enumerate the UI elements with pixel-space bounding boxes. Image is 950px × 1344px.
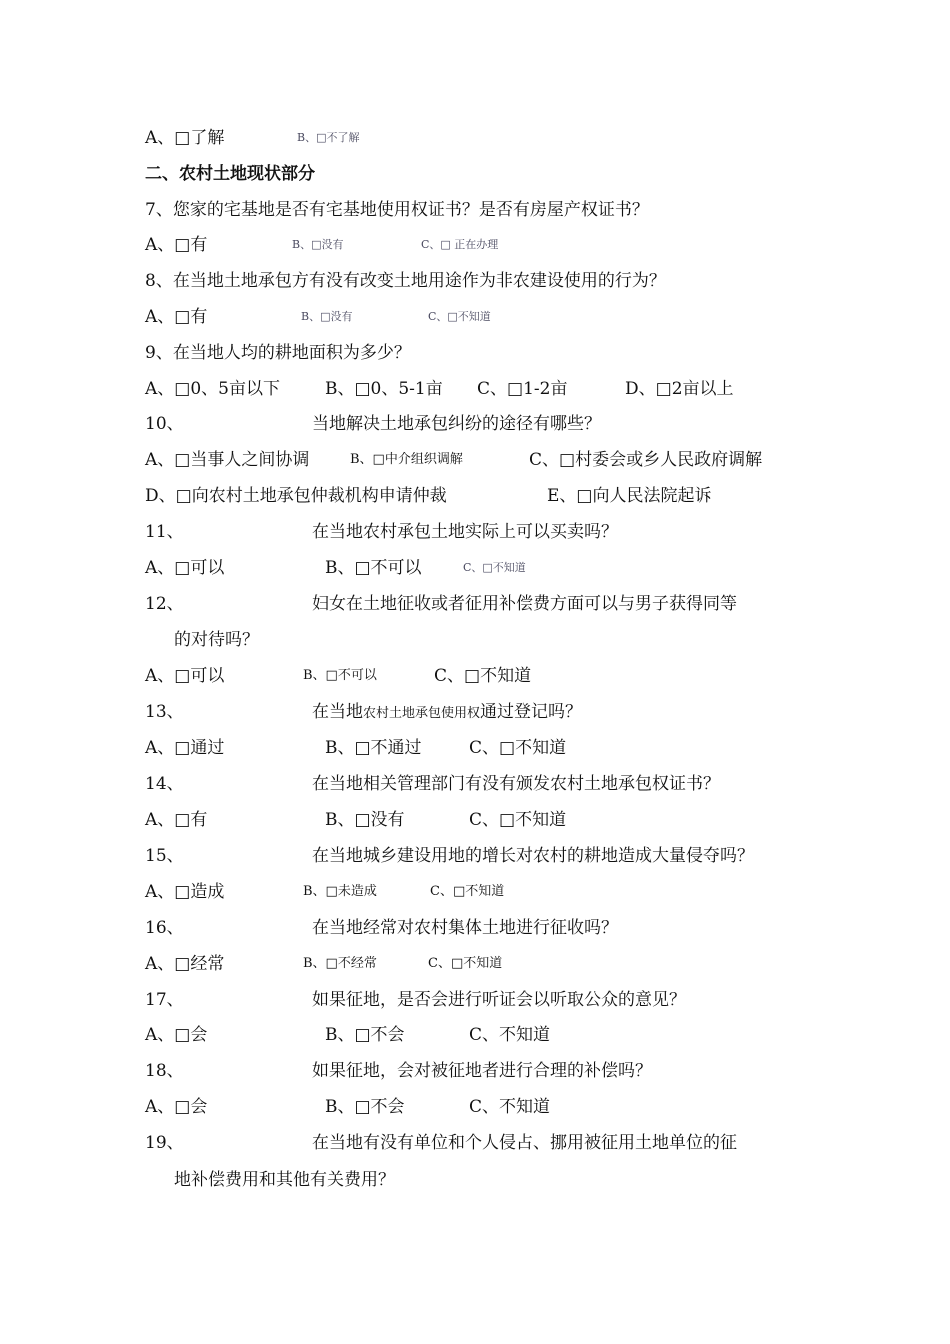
- q15-text: 在当地城乡建设用地的增长对农村的耕地造成大量侵夺吗？: [312, 846, 754, 866]
- q17-option-b[interactable]: B、□不会: [325, 1025, 405, 1045]
- q10-option-b[interactable]: B、□中介组织调解: [350, 452, 463, 467]
- q16-text: 在当地经常对农村集体土地进行征收吗？: [312, 918, 618, 938]
- q13-number: 13、: [145, 702, 184, 722]
- q18-text: 如果征地，会对被征地者进行合理的补偿吗？: [312, 1061, 652, 1081]
- q17-option-c[interactable]: C、不知道: [469, 1025, 551, 1045]
- q7-option-b[interactable]: B、□没有: [292, 238, 344, 251]
- q8-option-a[interactable]: A、□有: [145, 307, 208, 327]
- q11-option-c[interactable]: C、□不知道: [463, 561, 526, 574]
- q8-option-b[interactable]: B、□没有: [301, 310, 353, 323]
- q15-option-c[interactable]: C、□不知道: [430, 884, 505, 899]
- q13-option-b[interactable]: B、□不通过: [325, 738, 422, 758]
- q10-option-a[interactable]: A、□当事人之间协调: [145, 450, 310, 470]
- q6-option-b[interactable]: B、□不了解: [297, 131, 360, 144]
- q7-option-c[interactable]: C、□ 正在办理: [421, 238, 499, 251]
- q18-option-b[interactable]: B、□不会: [325, 1097, 405, 1117]
- q7-option-a[interactable]: A、□有: [145, 235, 208, 255]
- q11-text: 在当地农村承包土地实际上可以买卖吗？: [312, 522, 618, 542]
- q14-text: 在当地相关管理部门有没有颁发农村土地承包权证书？: [312, 774, 720, 794]
- q14-number: 14、: [145, 774, 184, 794]
- q9-option-d[interactable]: D、□2亩以上: [625, 379, 734, 399]
- q11-option-a[interactable]: A、□可以: [145, 558, 225, 578]
- q10-option-d[interactable]: D、□向农村土地承包仲裁机构申请仲裁: [145, 486, 447, 506]
- q10-option-c[interactable]: C、□村委会或乡人民政府调解: [529, 450, 763, 470]
- q13-text: [312, 698, 582, 728]
- q15-number: 15、: [145, 846, 184, 866]
- q10-text: 当地解决土地承包纠纷的途径有哪些？: [312, 414, 601, 434]
- q15-option-a[interactable]: A、□造成: [145, 882, 225, 902]
- q10-option-e[interactable]: E、□向人民法院起诉: [547, 486, 712, 506]
- q11-option-b[interactable]: B、□不可以: [325, 558, 422, 578]
- q19-text: 在当地有没有单位和个人侵占、挪用被征用土地单位的征: [312, 1133, 737, 1153]
- q14-option-c[interactable]: C、□不知道: [469, 810, 567, 830]
- q13-text-pre: 在当地: [312, 702, 363, 722]
- q11-number: 11、: [145, 522, 184, 542]
- q18-option-c[interactable]: C、不知道: [469, 1097, 551, 1117]
- q16-option-b[interactable]: B、□不经常: [303, 956, 377, 971]
- q12-question-cont: 的对待吗？: [174, 630, 259, 650]
- q18-number: 18、: [145, 1061, 184, 1081]
- q9-option-a[interactable]: A、□0、5亩以下: [145, 379, 280, 399]
- q14-option-a[interactable]: A、□有: [145, 810, 208, 830]
- q16-option-c[interactable]: C、□不知道: [428, 956, 503, 971]
- q9-option-b[interactable]: B、□0、5-1亩: [325, 379, 443, 399]
- q19-number: 19、: [145, 1133, 184, 1153]
- q8-option-c[interactable]: C、□不知道: [428, 310, 491, 323]
- q12-option-a[interactable]: A、□可以: [145, 666, 225, 686]
- q13-option-a[interactable]: A、□通过: [145, 738, 225, 758]
- q13-text-small: 农村土地承包使用权: [363, 706, 481, 721]
- q18-option-a[interactable]: A、□会: [145, 1097, 208, 1117]
- q12-number: 12、: [145, 594, 184, 614]
- q16-number: 16、: [145, 918, 184, 938]
- q10-number: 10、: [145, 414, 184, 434]
- q12-option-c[interactable]: C、□不知道: [434, 666, 532, 686]
- q7-question: 7、您家的宅基地是否有宅基地使用权证书？是否有房屋产权证书？: [145, 200, 649, 220]
- q16-option-a[interactable]: A、□经常: [145, 954, 225, 974]
- q8-question: 8、在当地土地承包方有没有改变土地用途作为非农建设使用的行为？: [145, 271, 666, 291]
- section-title: 二、农村土地现状部分: [145, 164, 315, 184]
- q12-text: 妇女在土地征收或者征用补偿费方面可以与男子获得同等: [312, 594, 737, 614]
- q12-option-b[interactable]: B、□不可以: [303, 668, 377, 683]
- q14-option-b[interactable]: B、□没有: [325, 810, 405, 830]
- q17-text: 如果征地，是否会进行听证会以听取公众的意见？: [312, 990, 686, 1010]
- q17-option-a[interactable]: A、□会: [145, 1025, 208, 1045]
- q17-number: 17、: [145, 990, 184, 1010]
- q19-question-cont: 地补偿费用和其他有关费用？: [174, 1170, 395, 1190]
- q13-option-c[interactable]: C、□不知道: [469, 738, 567, 758]
- q13-text-post: 通过登记吗？: [480, 702, 583, 722]
- q6-option-a[interactable]: A、□了解: [145, 128, 225, 148]
- q15-option-b[interactable]: B、□未造成: [303, 884, 377, 899]
- q9-question: 9、在当地人均的耕地面积为多少？: [145, 343, 411, 363]
- q9-option-c[interactable]: C、□1-2亩: [477, 379, 568, 399]
